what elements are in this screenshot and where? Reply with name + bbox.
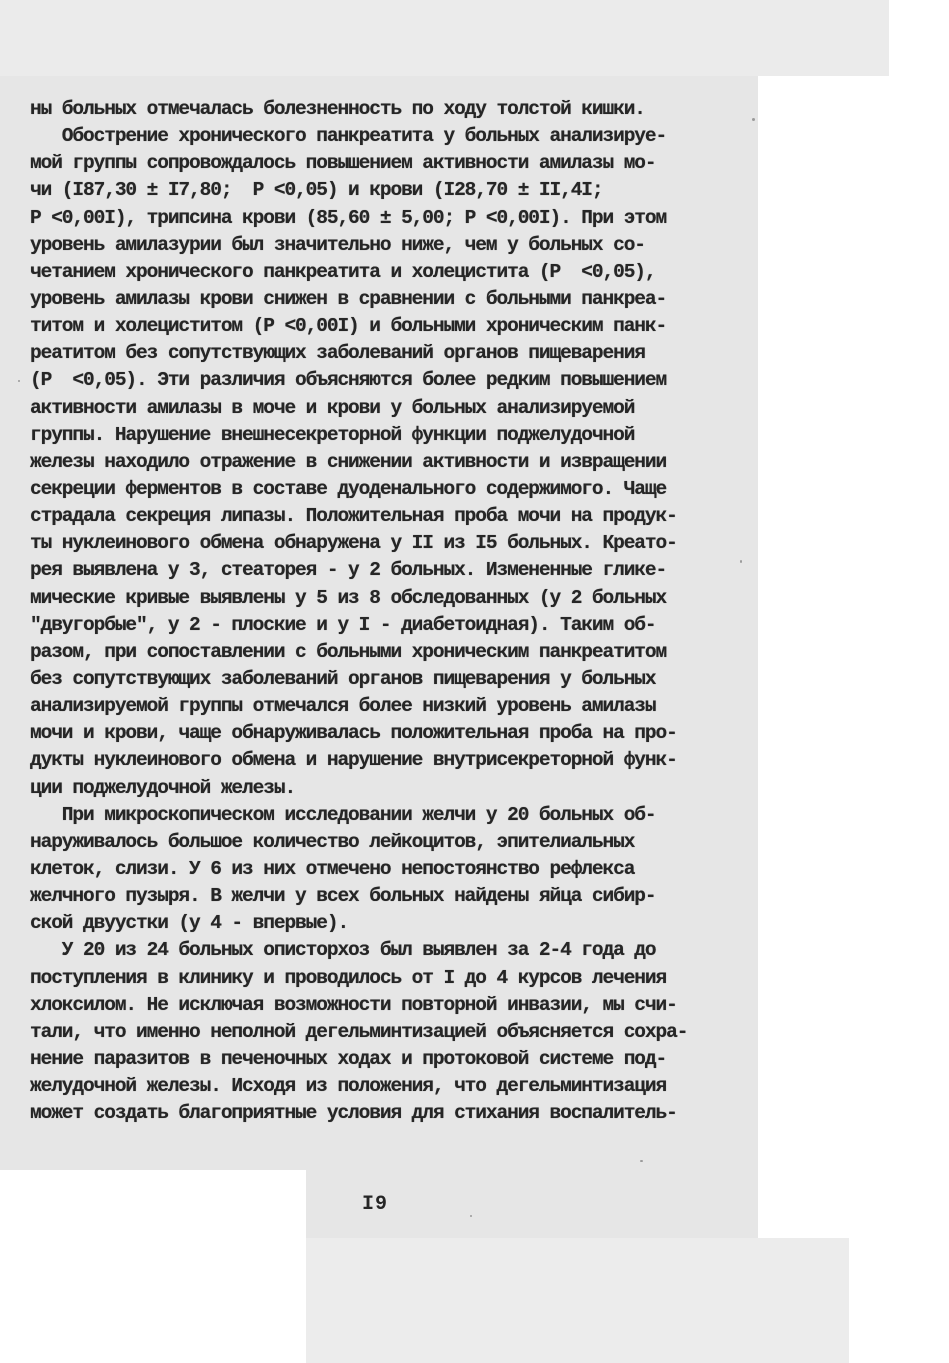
text-line: уровень амилазурии был значительно ниже, чем у больных со- — [30, 233, 645, 256]
text-line: железы находило отражение в снижении активности и извращении — [30, 450, 667, 473]
text-line: мочи и крови, чаще обнаруживалась положительная проба на про- — [30, 722, 677, 745]
text-line: ции поджелудочной железы. — [30, 776, 296, 799]
scan-bottom-region — [306, 1238, 849, 1363]
text-line: разом, при сопоставлении с больными хроническим панкреатитом — [30, 640, 667, 663]
text-line: мой группы сопровождалось повышением активности амилазы мо- — [30, 152, 656, 175]
text-line: желудочной железы. Исходя из положения, что дегельминтизация — [30, 1075, 667, 1098]
scan-speck — [740, 560, 742, 563]
text-line: У 20 из 24 больных описторхоз был выявлен за 2-4 года до — [30, 939, 656, 962]
text-line: тали, что именно неполной дегельминтизацией объясняется сохра- — [30, 1020, 688, 1043]
text-line: страдала секреция липазы. Положительная проба мочи на продук- — [30, 505, 677, 528]
page-number: I9 — [362, 1193, 389, 1216]
scan-speck — [18, 380, 20, 382]
text-line: активности амилазы в моче и крови у больных анализируемой — [30, 396, 635, 419]
text-line: Р <0,00I), трипсина крови (85,60 ± 5,00; Р <0,00I). При этом — [30, 206, 667, 229]
text-line: ской двуустки (у 4 - впервые). — [30, 912, 349, 935]
text-line: чи (I87,30 ± I7,80; Р <0,05) и крови (I28,70 ± II,4I; — [30, 179, 603, 202]
text-line: мические кривые выявлены у 5 из 8 обследованных (у 2 больных — [30, 586, 667, 609]
scan-speck — [752, 118, 755, 121]
text-line: поступления в клинику и проводилось от I до 4 курсов лечения — [30, 966, 667, 989]
text-line: ны больных отмечалась болезненность по ходу толстой кишки. — [30, 98, 645, 120]
text-line: наруживалось большое количество лейкоцитов, эпителиальных — [30, 830, 635, 853]
text-line: секреции ферментов в составе дуоденального содержимого. Чаще — [30, 477, 667, 500]
text-line: рея выявлена у 3, стеаторея - у 2 больных. Измененные гликe- — [30, 559, 667, 582]
scan-speck — [470, 1215, 472, 1217]
text-line: хлоксилом. Не исключая возможности повторной инвазии, мы счи- — [30, 993, 677, 1016]
text-line: титом и холециститом (Р <0,00I) и больными хроническим панк- — [30, 315, 667, 338]
text-line: группы. Нарушение внешнесекреторной функции поджелудочной — [30, 423, 635, 446]
text-line: анализируемой группы отмечался более низкий уровень амилазы — [30, 695, 656, 718]
text-line: дукты нуклеинового обмена и нарушение внутрисекреторной функ- — [30, 749, 677, 772]
text-line: без сопутствующих заболеваний органов пищеварения у больных — [30, 667, 656, 690]
text-line: нение паразитов в печеночных ходах и протоковой системе под- — [30, 1047, 667, 1070]
scan-speck — [640, 1160, 643, 1162]
text-line: уровень амилазы крови снижен в сравнении с больными панкреа- — [30, 287, 667, 310]
text-line: клеток, слизи. У 6 из них отмечено непостоянство рефлекса — [30, 857, 635, 880]
text-line: может создать благоприятные условия для стихания воспалитель- — [30, 1102, 677, 1125]
text-line: четанием хронического панкреатита и холецистита (Р <0,05), — [30, 260, 656, 283]
text-line: При микроскопическом исследовании желчи у 20 больных об- — [30, 803, 656, 826]
text-line: ты нуклеинового обмена обнаружена у II из I5 больных. Креато- — [30, 532, 677, 555]
document-body — [30, 96, 736, 1127]
text-line: (Р <0,05). Эти различия объясняются более редким повышением — [30, 369, 667, 392]
text-line: Обострение хронического панкреатита у больных анализируе- — [30, 125, 667, 148]
text-line: "двугорбые", у 2 - плоские и у I - диабетоидная). Таким об- — [30, 613, 656, 636]
text-line: желчного пузыря. В желчи у всех больных найдены яйца сибир- — [30, 885, 656, 908]
text-line: реатитом без сопутствующих заболеваний органов пищеварения — [30, 342, 645, 365]
scan-top-region — [0, 0, 889, 76]
